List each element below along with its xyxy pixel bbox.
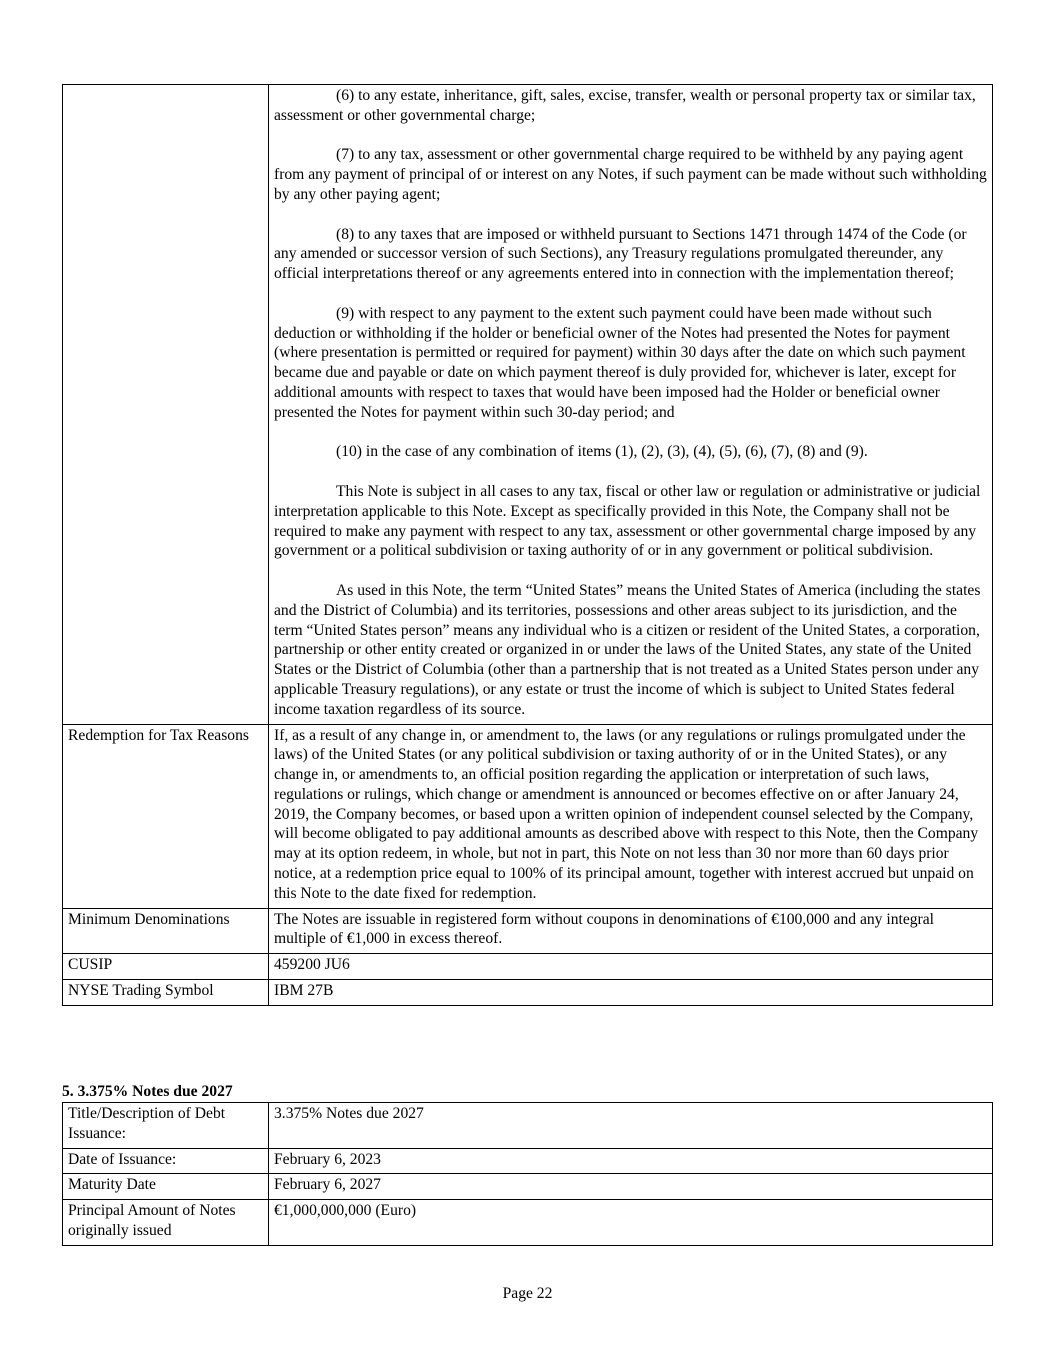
tax-exception-10: (10) in the case of any combination of items (1), (2), (3), (4), (5), (6), (7), (8) and (9). (336, 443, 868, 461)
row-value-principal-amount: €1,000,000,000 (Euro) (269, 1200, 993, 1246)
row-value-title: 3.375% Notes due 2027 (269, 1103, 993, 1149)
row-label-nyse-symbol: NYSE Trading Symbol (63, 980, 269, 1006)
table-row (63, 908, 993, 954)
row-label-min-denominations: Minimum Denominations (63, 908, 269, 954)
table-row (63, 724, 993, 908)
page-number: Page 22 (502, 1285, 553, 1302)
table-row (63, 1103, 993, 1149)
united-states-definition: As used in this Note, the term “United States” means the United States of America (including the states and the District of Columbia) and its territories, possessions and other areas subject to its jurisdiction, and the term “United States person” means any individual who is a citizen or resident of the United States, a corporation, partnership or other entity created or organized in or under the laws of the United States, any state of the United States or the District of Columbia (other than a partnership that is not treated as a United States person under any applicable Treasury regulations), or any estate or trust the income of which is subject to United States federal income taxation regardless of its source. (274, 581, 981, 718)
row-label-maturity-date: Maturity Date (63, 1174, 269, 1200)
tax-law-paragraph: This Note is subject in all cases to any tax, fiscal or other law or regulation or administrative or judicial interpretation applicable to this Note. Except as specifically provided in this Note, the Company shall not be required to make any payment with respect to any tax, assessment or other governmental charge imposed by any government or a political subdivision or taxing authority of or in any government or political subdivision. (274, 482, 981, 560)
table-row (63, 85, 993, 725)
row-value-cusip: 459200 JU6 (269, 954, 993, 980)
table-row (63, 1174, 993, 1200)
notes-terms-table (62, 84, 993, 1006)
tax-exception-9: (9) with respect to any payment to the extent such payment could have been made without such deduction or withholding if the holder or beneficial owner of the Notes had presented the Notes for payment (where presentation is permitted or required for payment) within 30 days after the date on which such payment became due and payable or date on which payment thereof is duly provided for, whichever is later, except for additional amounts with respect to taxes that would have been imposed had the Holder or beneficial owner presented the Notes for payment within such 30-day period; and (274, 304, 966, 421)
tax-exception-8: (8) to any taxes that are imposed or withheld pursuant to Sections 1471 through 1474 of the Code (or any amended or successor version of such Sections), any Treasury regulations promulgated thereunder, any official interpretations thereof or any agreements entered into in connection with the implementation thereof; (274, 225, 967, 283)
row-value-maturity-date: February 6, 2027 (269, 1174, 993, 1200)
table-cell-tax-provisions (269, 85, 993, 725)
tax-exception-7: (7) to any tax, assessment or other governmental charge required to be withheld by any paying agent from any payment of principal of or interest on any Notes, if such payment can be made without such withholding by any other paying agent; (274, 146, 987, 203)
row-label-principal-amount: Principal Amount of Notes originally issued (63, 1200, 269, 1246)
row-label-title: Title/Description of Debt Issuance: (63, 1103, 269, 1149)
row-value-nyse-symbol: IBM 27B (269, 980, 993, 1006)
row-label-redemption: Redemption for Tax Reasons (63, 724, 269, 908)
table-row (63, 980, 993, 1006)
section-5-heading: 5. 3.375% Notes due 2027 (62, 1083, 233, 1100)
row-label-issuance-date: Date of Issuance: (63, 1148, 269, 1174)
table-row (63, 954, 993, 980)
row-value-redemption: If, as a result of any change in, or amendment to, the laws (or any regulations or rulings promulgated under the laws) of the United States (or any political subdivision or taxing authority of or in the United States), or any change in, or amendments to, an official position regarding the application or interpretation of such laws, regulations or rulings, which change or amendment is announced or becomes effective on or after January 24, 2019, the Company becomes, or based upon a written opinion of independent counsel selected by the Company, will become obligated to pay additional amounts as described above with respect to this Note, then the Company may at its option redeem, in whole, but not in part, this Note on not less than 30 nor more than 60 days prior notice, at a redemption price equal to 100% of its principal amount, together with interest accrued but unpaid on this Note to the date fixed for redemption. (269, 724, 993, 908)
row-value-min-denominations: The Notes are issuable in registered form without coupons in denominations of €100,000 and any integral multiple of €1,000 in excess thereof. (269, 908, 993, 954)
section-5-table (62, 1102, 993, 1246)
table-row (63, 1200, 993, 1246)
table-cell-label-empty (63, 85, 269, 725)
row-value-issuance-date: February 6, 2023 (269, 1148, 993, 1174)
tax-exception-6: (6) to any estate, inheritance, gift, sales, excise, transfer, wealth or personal property tax or similar tax, assessment or other governmental charge; (274, 87, 976, 124)
row-label-cusip: CUSIP (63, 954, 269, 980)
table-row (63, 1148, 993, 1174)
